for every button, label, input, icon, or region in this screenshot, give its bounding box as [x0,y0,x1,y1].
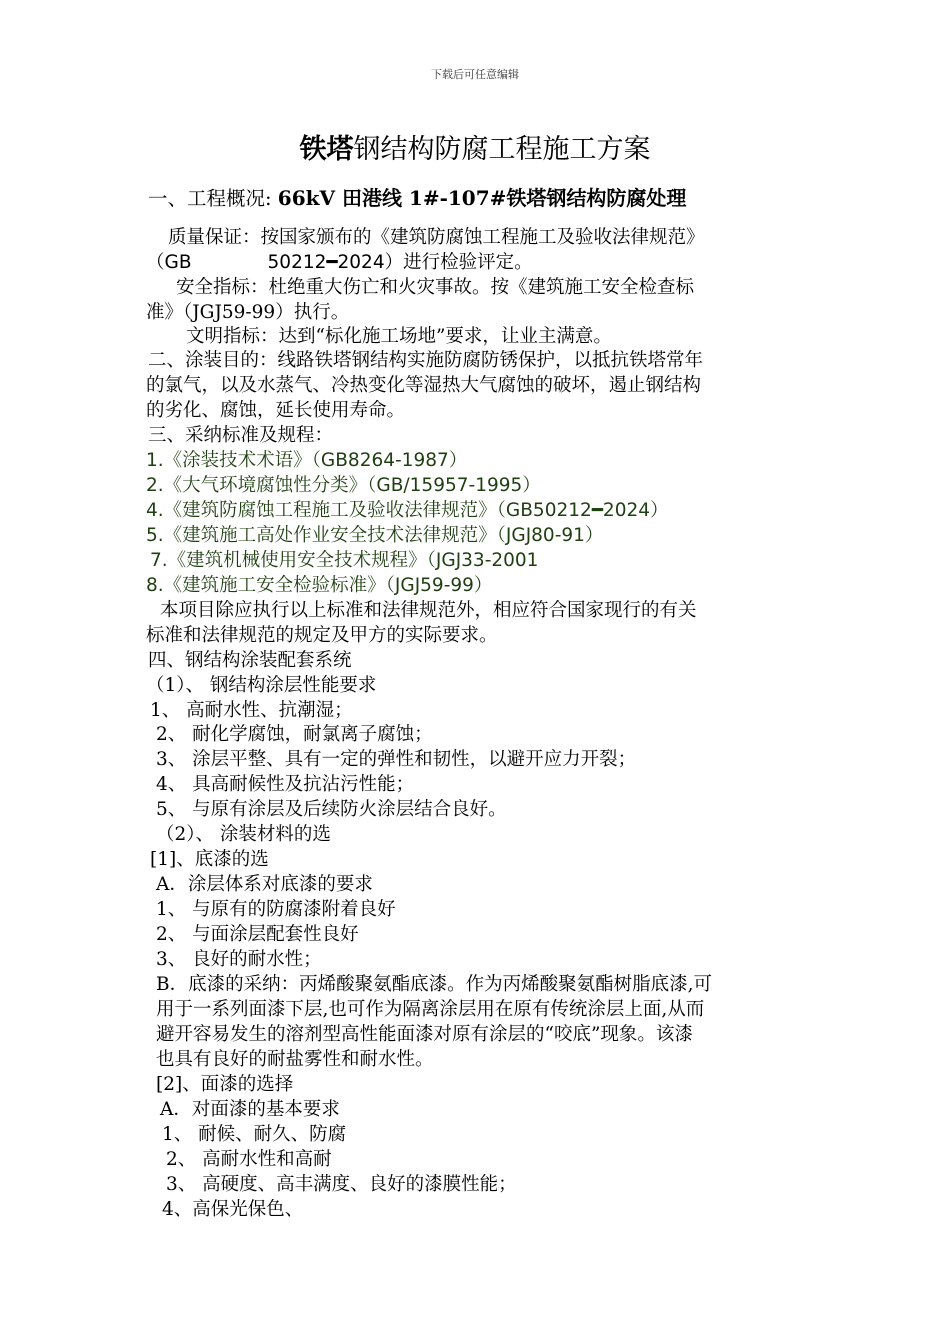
standard-item: 2.《大气环境腐蚀性分类》（GB/15957-1995） [146,475,541,496]
primer-selection-line: 避开容易发生的溶剂型高性能面漆对原有涂层的“咬底”现象。该漆 [156,1024,693,1045]
title-rest: 钢结构防腐工程施工方案 [353,134,651,165]
quality-gb-number: 50212━2024）进行检验评定。 [267,252,533,273]
standard-item: 1.《涂装技术术语》（GB8264-1987） [146,450,468,471]
primer-requirements-heading: A．涂层体系对底漆的要求 [156,874,373,895]
primer-selection-line: 用于一系列面漆下层,也可作为隔离涂层用在原有传统涂层上面,从而 [156,999,705,1020]
list-item: 1、 高耐水性、抗潮湿； [150,700,353,721]
standard-item: 8.《建筑施工安全检验标准》（JGJ59-99） [146,575,493,596]
list-item: 5、 与原有涂层及后续防火涂层结合良好。 [156,799,507,820]
list-item: 4、 具高耐候性及抗沾污性能； [156,774,415,795]
section-2-line-2: 的氯气，以及水蒸气、冷热变化等湿热大气腐蚀的破坏，遏止钢结构 [146,375,702,396]
section-1-value: 66kV 田港线 1#-107#铁塔钢结构防腐处理 [277,186,687,210]
list-item: 3、 涂层平整、具有一定的弹性和韧性，以避开应力开裂； [156,749,637,770]
page-header-note: 下载后可任意编辑 [431,68,519,81]
topcoat-heading: [2]、面漆的选择 [156,1074,294,1095]
safety-line-2: 准》（JGJ59-99）执行。 [146,302,350,323]
primer-selection-line: B．底漆的采纳：丙烯酸聚氨酯底漆。作为丙烯酸聚氨酯树脂底漆,可 [156,974,712,995]
primer-selection-line: 也具有良好的耐盐雾性和耐水性。 [156,1049,434,1070]
primer-heading: [1]、底漆的选 [150,849,269,870]
standard-item: 5.《建筑施工高处作业安全技术法律规范》（JGJ80-91） [146,525,604,546]
topcoat-requirements-heading: A．对面漆的基本要求 [160,1099,340,1120]
list-item: 3、 良好的耐水性； [156,949,322,970]
document-title [0,132,950,168]
list-item: 1、 耐候、耐久、防腐 [162,1124,347,1145]
section-2-line-1: 二、涂装目的：线路铁塔钢结构实施防腐防锈保护，以抵抗铁塔常年 [148,350,704,371]
section-2-line-3: 的劣化、腐蚀，延长使用寿命。 [146,400,406,421]
section-1-label: 一、工程概况: [148,187,278,210]
quality-gb-label: （GB [146,252,192,273]
list-item: 2、 耐化学腐蚀，耐氯离子腐蚀； [156,724,433,745]
quality-line-2 [146,250,533,275]
title-bold-part: 铁塔 [299,134,354,165]
civil-line-1: 文明指标：达到“标化施工场地”要求，让业主满意。 [186,326,612,347]
quality-line-1: 质量保证：按国家颁布的《建筑防腐蚀工程施工及验收法律规范》 [168,227,705,248]
section-3-note-1: 本项目除应执行以上标准和法律规范外，相应符合国家现行的有关 [160,600,697,621]
list-item: 4、高保光保色、 [162,1199,304,1220]
subsection-1-heading: （1）、 钢结构涂层性能要求 [146,675,377,696]
safety-line-1: 安全指标：杜绝重大伤亡和火灾事故。按《建筑施工安全检查标 [176,277,695,298]
section-3-note-2: 标准和法律规范的规定及甲方的实际要求。 [146,625,498,646]
section-4-heading: 四、钢结构涂装配套系统 [148,650,352,671]
standard-item: 7.《建筑机械使用安全技术规程》（JGJ33-2001 [150,550,539,571]
section-3-heading: 三、采纳标准及规程： [148,425,334,446]
subsection-2-heading: （2）、 涂装材料的选 [156,824,331,845]
list-item: 1、 与原有的防腐漆附着良好 [156,899,396,920]
list-item: 2、 与面涂层配套性良好 [156,924,359,945]
list-item: 2、 高耐水性和高耐 [166,1149,332,1170]
standard-item: 4.《建筑防腐蚀工程施工及验收法律规范》（GB50212━2024） [146,500,669,521]
section-1-overview [148,186,686,211]
list-item: 3、 高硬度、高丰满度、良好的漆膜性能； [166,1174,517,1195]
